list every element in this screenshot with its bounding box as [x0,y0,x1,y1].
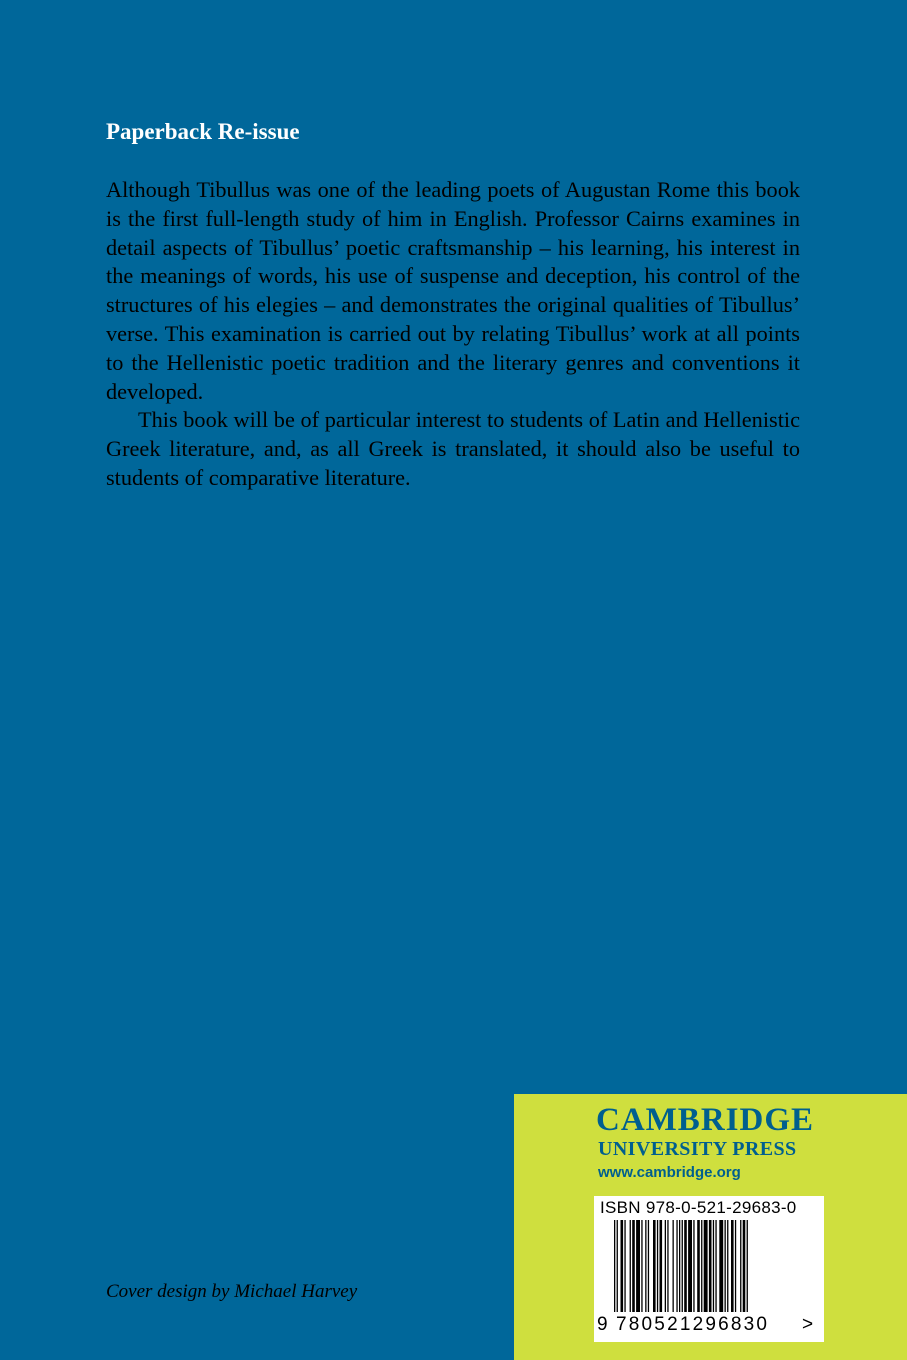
barcode-bar [731,1220,734,1312]
ean-lead-digit: 9 [597,1314,608,1335]
barcode-bar [719,1220,723,1312]
barcode-bar [667,1220,668,1312]
blurb-paragraph: This book will be of particular interest to students of Latin and Hellenistic Greek literature, and, as all Greek is translated, it should also be useful to students of comparative literature. [106,407,800,490]
barcode-bar [701,1220,702,1312]
barcode-bar [713,1220,714,1312]
barcode-bar [660,1220,663,1312]
blurb [106,176,800,493]
barcode-bar [665,1220,666,1312]
barcode-bar [614,1220,615,1312]
barcode-bar [632,1220,635,1312]
publisher-name: CAMBRIDGE [596,1102,815,1138]
barcode-bar [645,1220,646,1312]
barcode-bar [617,1220,618,1312]
blurb-paragraph: Although Tibullus was one of the leading poets of Augustan Rome this book is the first full-length study of him in English. Professor Cairns examines in detail aspects of Tibullus’ poetic craftsmanship – his learning, his interest in the meanings of words, his use of suspense and deception, his control of the structures of his elegies – and demonstrates the original qualities of Tibullus’ verse. This examination is carried out by relating Tibullus’ work at all points to the Hellenistic poetic tradition and the literary genres and conventions it developed. [106,177,800,404]
barcode-bar [725,1220,726,1312]
barcode-bar [735,1220,736,1312]
ean-main-digits: 780521296830 [616,1314,770,1335]
barcode-bar [630,1220,631,1312]
isbn-label: ISBN 978-0-521-29683-0 [600,1198,797,1217]
barcode-bar [727,1220,728,1312]
barcode-bar [641,1220,642,1312]
cover-design-credit: Cover design by Michael Harvey [106,1281,358,1302]
barcode-bar [684,1220,687,1312]
barcode-bar [621,1220,624,1312]
barcode-bar [624,1220,625,1312]
barcode-bar [682,1220,683,1312]
barcode-bar [743,1220,746,1312]
barcode-panel [594,1196,824,1342]
barcode-bar [653,1220,656,1312]
barcode-bar [709,1220,712,1312]
barcode-bar [693,1220,694,1312]
publisher-panel [514,1094,907,1360]
barcode-bar [676,1220,677,1312]
publisher-subtitle: UNIVERSITY PRESS [598,1138,797,1160]
barcode-bar [697,1220,700,1312]
barcode-bar [704,1220,708,1312]
barcode-bar [679,1220,680,1312]
barcode-bar [636,1220,640,1312]
publisher-url: www.cambridge.org [598,1164,741,1181]
barcode-bar [715,1220,716,1312]
barcode-bar [688,1220,692,1312]
barcode-bar [657,1220,658,1312]
reissue-heading: Paperback Re-issue [106,119,300,144]
barcode-bar [648,1220,649,1312]
barcode-bar [740,1220,741,1312]
barcode-bar [747,1220,748,1312]
barcode-icon [614,1220,804,1312]
ean-quiet-mark: > [802,1314,814,1335]
barcode-bar [673,1220,674,1312]
